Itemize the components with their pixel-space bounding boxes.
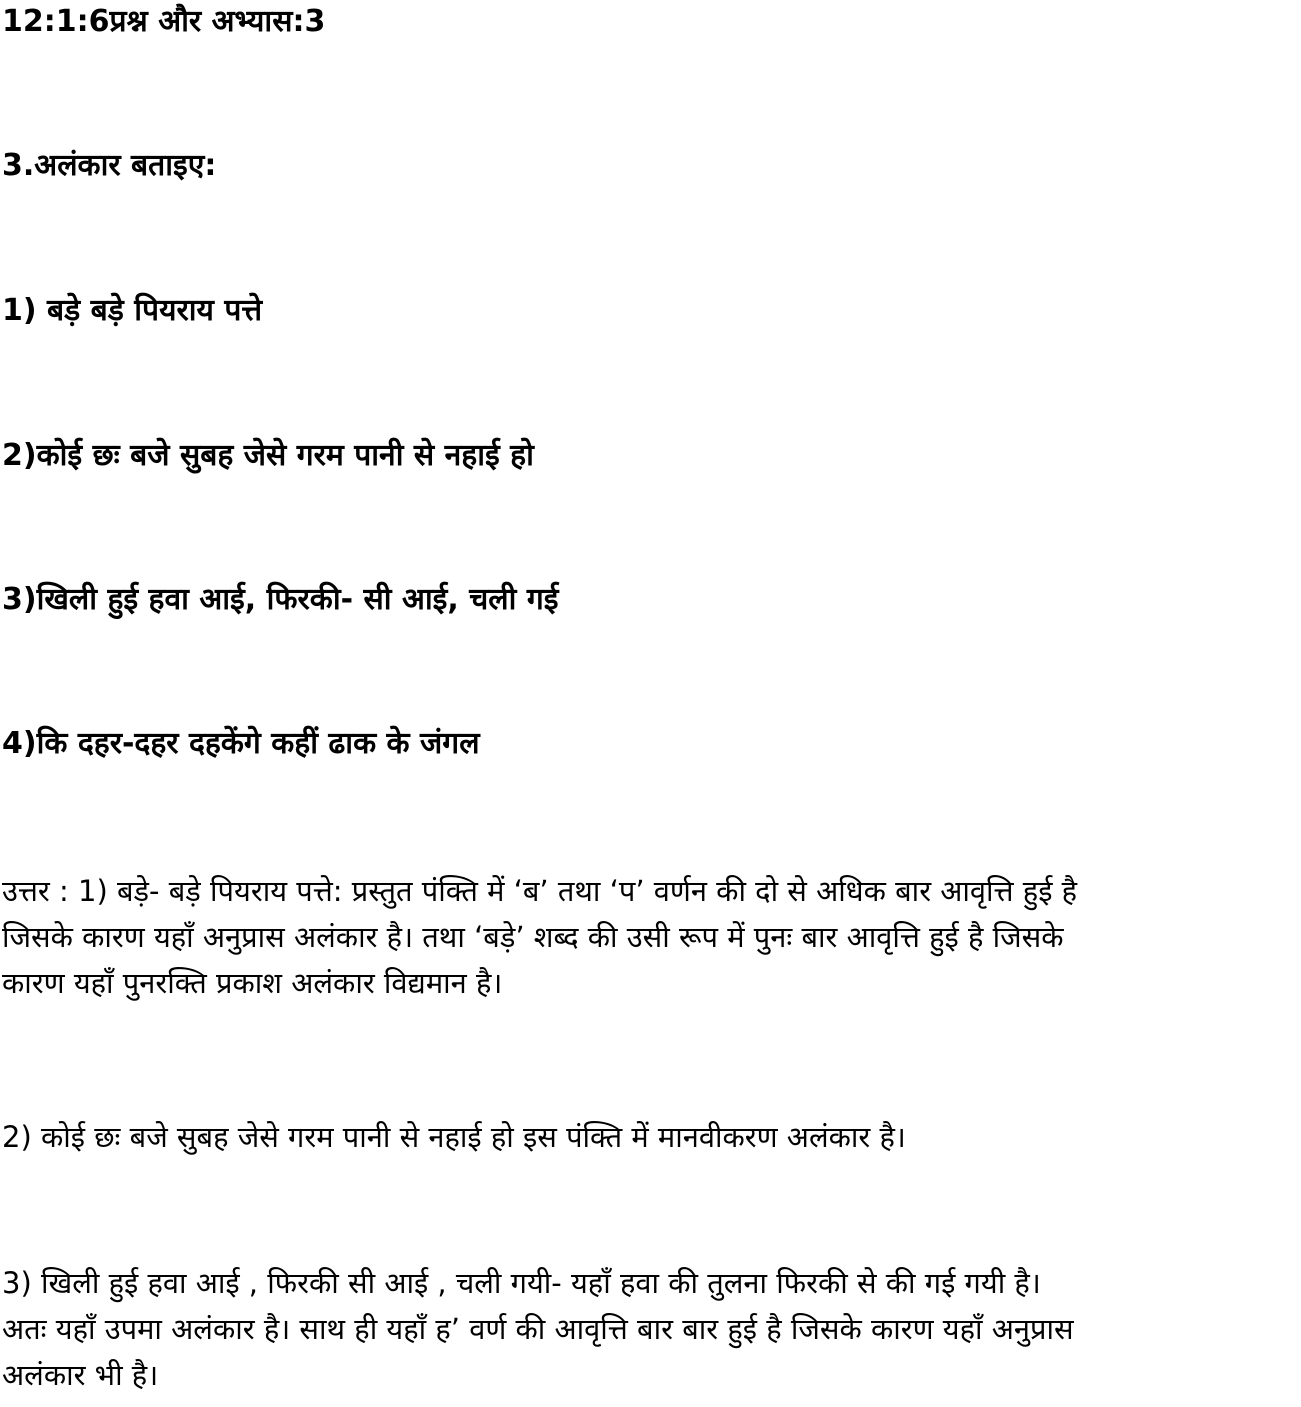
question-4: 4)कि दहर-दहर दहकेंगे कहीं ढाक के जंगल: [2, 726, 480, 761]
answer-2-line-1: 2) कोई छः बजे सुबह जेसे गरम पानी से नहाई हो इस पंक्ति में मानवीकरण अलंकार है।: [2, 1120, 906, 1154]
answer-3-line-1: 3) खिली हुई हवा आई , फिरकी सी आई , चली गयी- यहाँ हवा की तुलना फिरकी से की गई गयी है।: [2, 1266, 1041, 1300]
answer-3: [2, 1260, 1298, 1398]
answer-1: [2, 868, 1298, 1006]
answer-1-line-3: कारण यहाँ पुनरक्ति प्रकाश अलंकार विद्यमान है।: [2, 966, 503, 1000]
question-2: 2)कोई छः बजे सुबह जेसे गरम पानी से नहाई हो: [2, 438, 534, 473]
question-1: 1) बड़े बड़े पियराय पत्ते: [2, 293, 263, 328]
answer-3-line-2: अतः यहाँ उपमा अलंकार है। साथ ही यहाँ ह’ वर्ण की आवृत्ति बार बार हुई है जिसके कारण यहाँ अनुप्रास: [2, 1312, 1074, 1346]
section-heading: 12:1:6प्रश्न और अभ्यास:3: [2, 4, 326, 39]
answer-3-line-3: अलंकार भी है।: [2, 1358, 159, 1392]
answer-1-line-2: जिसके कारण यहाँ अनुप्रास अलंकार है। तथा ‘बड़े’ शब्द की उसी रूप में पुनः बार आवृत्ति हुई है जिसके: [2, 920, 1064, 954]
answer-1-line-1: उत्तर : 1) बड़े- बड़े पियराय पत्ते: प्रस्तुत पंक्ति में ‘ब’ तथा ‘प’ वर्णन की दो से अधिक बार आवृत्ति हुई है: [2, 874, 1078, 908]
answer-2: [2, 1114, 1298, 1160]
question-intro: 3.अलंकार बताइए:: [2, 148, 217, 183]
question-3: 3)खिली हुई हवा आई, फिरकी- सी आई, चली गई: [2, 582, 559, 617]
